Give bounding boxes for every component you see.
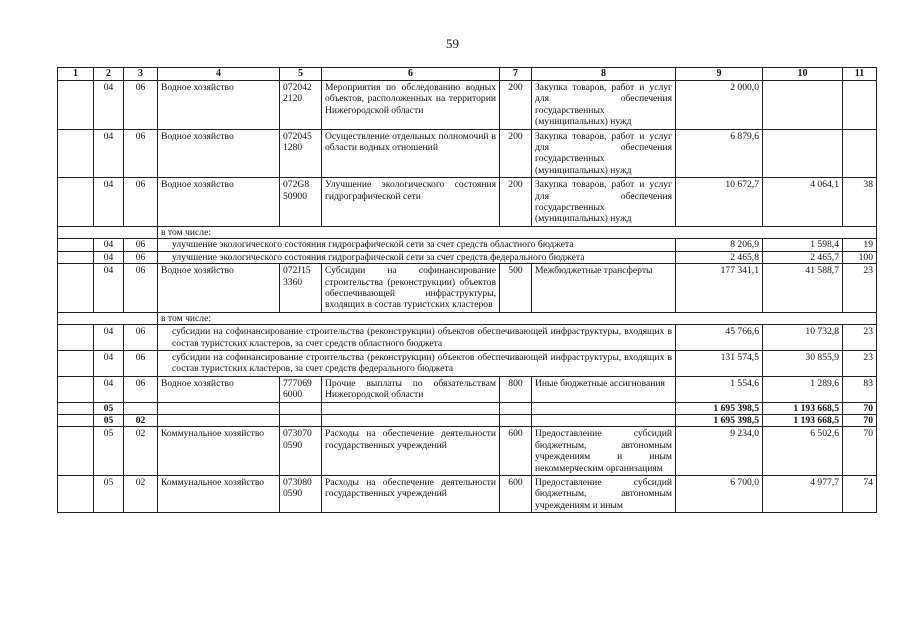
table-row <box>58 178 877 227</box>
subsection-code: 06 <box>124 350 158 376</box>
expense-description: Осуществление отдельных полномочий в области водных отношений <box>322 129 500 178</box>
note-text: в том числе: <box>158 226 877 238</box>
expense-description: Расходы на обеспечение деятельности государственных учреждений <box>322 476 500 513</box>
table-row <box>58 376 877 402</box>
column-header: 7 <box>500 68 532 81</box>
subsection-code: 06 <box>124 376 158 402</box>
execution-percent: 38 <box>843 178 877 227</box>
section-code: 04 <box>94 264 124 313</box>
subsection-code: 06 <box>124 251 158 263</box>
executed-amount: 1 289,6 <box>763 376 843 402</box>
table-row <box>58 325 877 351</box>
subsection-code <box>124 402 158 414</box>
planned-amount: 1 695 398,5 <box>676 402 763 414</box>
section-code: 04 <box>94 325 124 351</box>
column-header: 8 <box>532 68 676 81</box>
detail-description: улучшение экологического состояния гидрографической сети за счет средств федерального бюджета <box>158 251 676 263</box>
subsection-code: 06 <box>124 239 158 251</box>
column-header: 6 <box>322 68 500 81</box>
expense-description: Субсидии на софинансирование строительства (реконструкции) объектов обеспечивающей инфраструктуры, входящих в состав туристских кластеров <box>322 264 500 313</box>
section-code: 04 <box>94 81 124 130</box>
expense-description: Прочие выплаты по обязательствам Нижегородской области <box>322 376 500 402</box>
section-name: Водное хозяйство <box>158 178 280 227</box>
executed-amount: 4 977,7 <box>763 476 843 513</box>
expense-type-code: 500 <box>500 264 532 313</box>
execution-percent: 70 <box>843 414 877 426</box>
expense-type-name: Закупка товаров, работ и услуг для обеспечения государственных (муниципальных) нужд <box>532 178 676 227</box>
planned-amount: 45 766,6 <box>676 325 763 351</box>
page-number: 59 <box>446 36 459 51</box>
table-row <box>58 476 877 513</box>
table-row <box>58 129 877 178</box>
expense-type-code: 800 <box>500 376 532 402</box>
section-code: 04 <box>94 376 124 402</box>
expense-type-code: 200 <box>500 129 532 178</box>
column-header: 4 <box>158 68 280 81</box>
planned-amount: 6 879,6 <box>676 129 763 178</box>
column-number-row <box>58 68 877 81</box>
planned-amount: 131 574,5 <box>676 350 763 376</box>
section-name: Водное хозяйство <box>158 81 280 130</box>
table-row <box>58 251 877 263</box>
execution-percent: 19 <box>843 239 877 251</box>
column-header: 5 <box>280 68 322 81</box>
column-header: 9 <box>676 68 763 81</box>
total-row <box>58 414 877 426</box>
column-header: 11 <box>843 68 877 81</box>
expense-type-name: Закупка товаров, работ и услуг для обеспечения государственных (муниципальных) нужд <box>532 129 676 178</box>
planned-amount: 9 234,0 <box>676 427 763 476</box>
expense-type-name: Закупка товаров, работ и услуг для обеспечения государственных (муниципальных) нужд <box>532 81 676 130</box>
executed-amount: 1 598,4 <box>763 239 843 251</box>
executed-amount: 1 193 668,5 <box>763 402 843 414</box>
execution-percent: 100 <box>843 251 877 263</box>
execution-percent: 74 <box>843 476 877 513</box>
table-row <box>58 264 877 313</box>
target-article: 072042 2120 <box>280 81 322 130</box>
section-code: 05 <box>94 476 124 513</box>
section-code: 05 <box>94 414 124 426</box>
detail-description: субсидии на софинансирование строительства (реконструкции) объектов обеспечивающей инфраструктуры, входящих в состав туристских кластеров, за счет средств областного бюджета <box>158 325 676 351</box>
expense-type-code: 200 <box>500 81 532 130</box>
column-header: 1 <box>58 68 94 81</box>
section-code: 04 <box>94 350 124 376</box>
expense-description: Улучшение экологического состояния гидрографической сети <box>322 178 500 227</box>
target-article: 072G8 50900 <box>280 178 322 227</box>
section-name: Водное хозяйство <box>158 129 280 178</box>
execution-percent: 23 <box>843 325 877 351</box>
expense-type-name: Предоставление субсидий бюджетным, автономным учреждениям и иным <box>532 476 676 513</box>
executed-amount: 6 502,6 <box>763 427 843 476</box>
executed-amount: 1 193 668,5 <box>763 414 843 426</box>
executed-amount: 30 855,9 <box>763 350 843 376</box>
section-code: 04 <box>94 239 124 251</box>
column-header: 10 <box>763 68 843 81</box>
executed-amount: 41 588,7 <box>763 264 843 313</box>
expense-description: Расходы на обеспечение деятельности государственных учреждений <box>322 427 500 476</box>
section-name: Водное хозяйство <box>158 376 280 402</box>
planned-amount: 6 700,0 <box>676 476 763 513</box>
execution-percent: 70 <box>843 402 877 414</box>
subsection-code: 06 <box>124 178 158 227</box>
execution-percent: 23 <box>843 350 877 376</box>
section-code: 05 <box>94 427 124 476</box>
total-row <box>58 402 877 414</box>
budget-table <box>57 67 877 513</box>
table-row <box>58 427 877 476</box>
target-article: 072045 1280 <box>280 129 322 178</box>
note-row <box>58 226 877 238</box>
execution-percent <box>843 129 877 178</box>
table-row <box>58 239 877 251</box>
section-name: Коммунальное хозяйство <box>158 427 280 476</box>
column-header: 3 <box>124 68 158 81</box>
expense-type-name: Межбюджетные трансферты <box>532 264 676 313</box>
section-code: 05 <box>94 402 124 414</box>
expense-description: Мероприятия по обследованию водных объектов, расположенных на территории Нижегородской области <box>322 81 500 130</box>
target-article: 072J15 3360 <box>280 264 322 313</box>
planned-amount: 8 206,9 <box>676 239 763 251</box>
section-name: Коммунальное хозяйство <box>158 476 280 513</box>
detail-description: улучшение экологического состояния гидрографической сети за счет средств областного бюджета <box>158 239 676 251</box>
planned-amount: 1 695 398,5 <box>676 414 763 426</box>
subsection-code: 06 <box>124 81 158 130</box>
table-row <box>58 350 877 376</box>
execution-percent: 70 <box>843 427 877 476</box>
target-article: 073080 0590 <box>280 476 322 513</box>
note-row <box>58 312 877 324</box>
planned-amount: 1 554,6 <box>676 376 763 402</box>
section-name: Водное хозяйство <box>158 264 280 313</box>
executed-amount <box>763 81 843 130</box>
executed-amount <box>763 129 843 178</box>
planned-amount: 2 000,0 <box>676 81 763 130</box>
table-row <box>58 81 877 130</box>
section-code: 04 <box>94 129 124 178</box>
subsection-code: 06 <box>124 129 158 178</box>
note-text: в том числе: <box>158 312 877 324</box>
subsection-code: 02 <box>124 476 158 513</box>
subsection-code: 02 <box>124 427 158 476</box>
planned-amount: 2 465,8 <box>676 251 763 263</box>
target-article: 777069 6000 <box>280 376 322 402</box>
execution-percent: 83 <box>843 376 877 402</box>
executed-amount: 10 732,8 <box>763 325 843 351</box>
expense-type-name: Иные бюджетные ассигнования <box>532 376 676 402</box>
expense-type-name: Предоставление субсидий бюджетным, автономным учреждениям и иным некоммерческим организациям <box>532 427 676 476</box>
expense-type-code: 600 <box>500 476 532 513</box>
subsection-code: 06 <box>124 264 158 313</box>
subsection-code: 06 <box>124 325 158 351</box>
subsection-code: 02 <box>124 414 158 426</box>
execution-percent: 23 <box>843 264 877 313</box>
expense-type-code: 200 <box>500 178 532 227</box>
section-code: 04 <box>94 178 124 227</box>
detail-description: субсидии на софинансирование строительства (реконструкции) объектов обеспечивающей инфраструктуры, входящих в состав туристских кластеров, за счет средств федерального бюджета <box>158 350 676 376</box>
executed-amount: 2 465,7 <box>763 251 843 263</box>
executed-amount: 4 064,1 <box>763 178 843 227</box>
execution-percent <box>843 81 877 130</box>
planned-amount: 10 672,7 <box>676 178 763 227</box>
expense-type-code: 600 <box>500 427 532 476</box>
target-article: 073070 0590 <box>280 427 322 476</box>
column-header: 2 <box>94 68 124 81</box>
planned-amount: 177 341,1 <box>676 264 763 313</box>
section-code: 04 <box>94 251 124 263</box>
